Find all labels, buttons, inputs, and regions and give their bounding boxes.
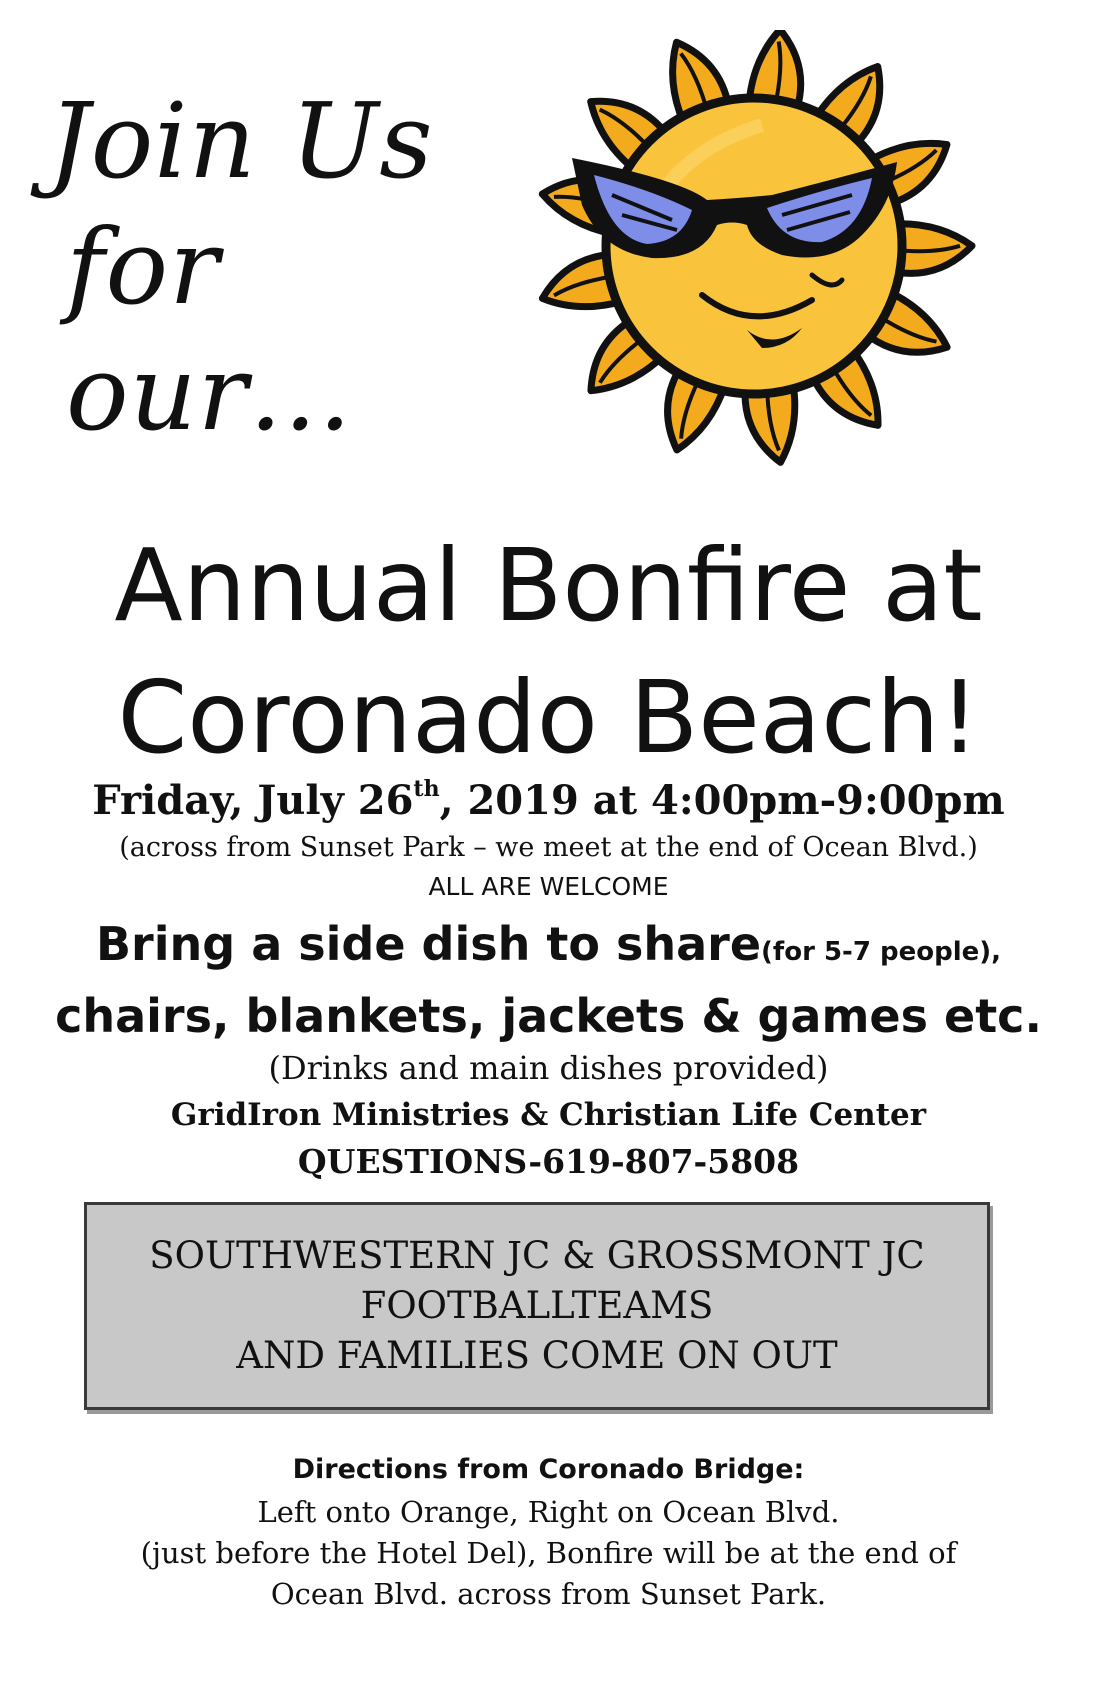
sun-illustration: [532, 30, 1012, 490]
bring-serving-size: (for 5-7 people),: [761, 937, 1002, 967]
date-suffix: th: [413, 776, 440, 802]
teams-callout-box: [84, 1202, 990, 1410]
bring-line2: chairs, blankets, jackets & games etc.: [55, 989, 1042, 1043]
teams-line1: SOUTHWESTERN JC & GROSSMONT JC: [149, 1234, 925, 1277]
join-us-line2: for our…: [66, 206, 354, 454]
organizer-name: GridIron Ministries & Christian Life Center: [170, 1097, 927, 1133]
directions-title: Directions from Coronado Bridge:: [292, 1454, 805, 1485]
location-note: (across from Sunset Park – we meet at the end of Ocean Blvd.): [119, 832, 978, 863]
provided-note: (Drinks and main dishes provided): [268, 1049, 829, 1087]
date-rest: , 2019 at 4:00pm-9:00pm: [439, 777, 1005, 824]
questions-phone: QUESTIONS-619-807-5808: [297, 1142, 800, 1181]
bring-main: Bring a side dish to share: [95, 917, 762, 971]
directions-text: [0, 1492, 1097, 1615]
headline-line1: Annual Bonfire at: [114, 527, 983, 644]
directions-line2: (just before the Hotel Del), Bonfire will be at the end of: [140, 1536, 957, 1570]
directions-line1: Left onto Orange, Right on Ocean Blvd.: [257, 1495, 840, 1529]
date-prefix: Friday, July 26: [92, 777, 414, 824]
event-headline: [0, 520, 1097, 784]
bring-items: [0, 912, 1097, 1048]
join-us-heading: [48, 78, 508, 456]
teams-line3: AND FAMILIES COME ON OUT: [236, 1334, 838, 1377]
bring-line1: [0, 912, 1097, 984]
sun-with-sunglasses-icon: [532, 30, 1012, 490]
teams-line2: FOOTBALLTEAMS: [360, 1284, 714, 1327]
headline-line2: Coronado Beach!: [117, 659, 980, 776]
directions-line3: Ocean Blvd. across from Sunset Park.: [270, 1577, 827, 1611]
event-date-time: [0, 776, 1097, 826]
join-us-line1: Join Us: [48, 80, 434, 202]
welcome-text: ALL ARE WELCOME: [428, 872, 669, 901]
